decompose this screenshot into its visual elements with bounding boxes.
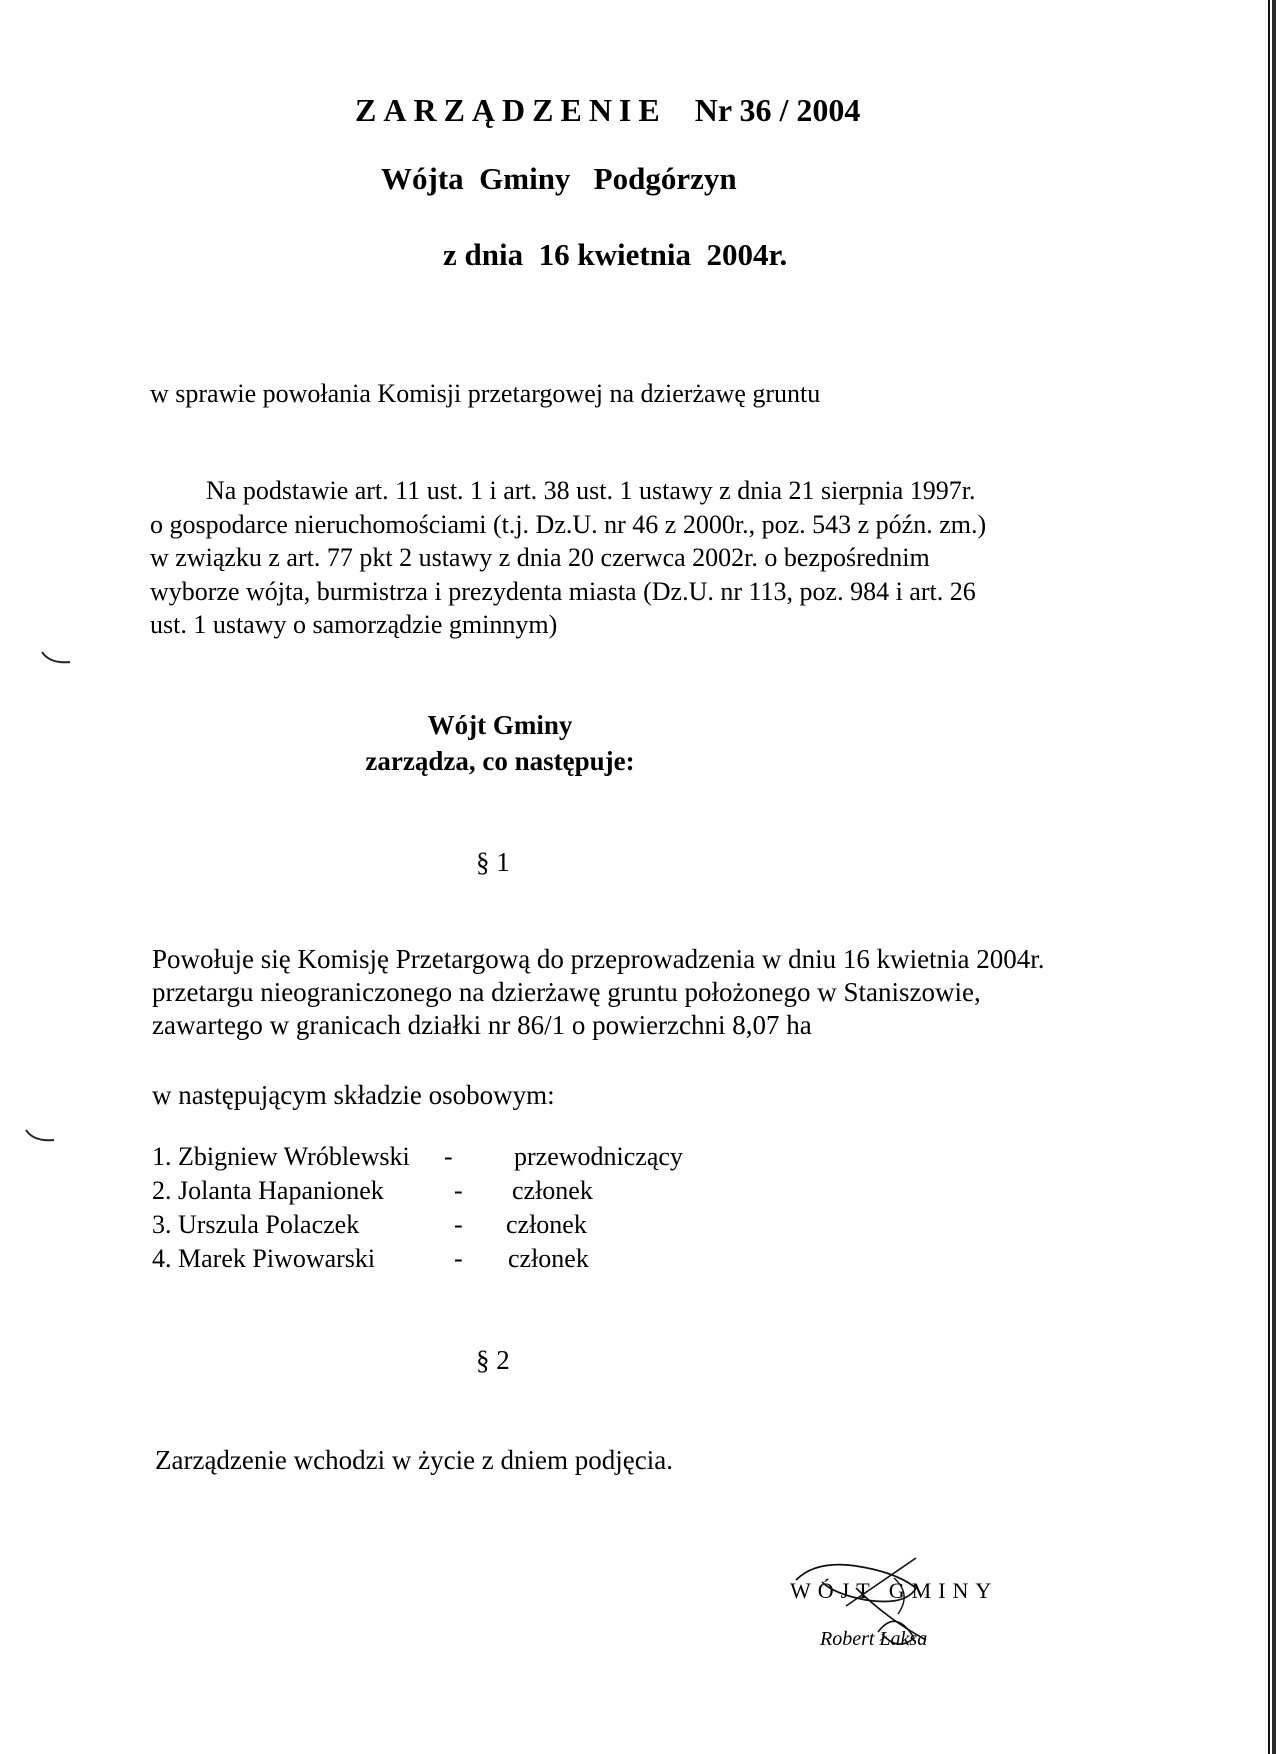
title-number: Nr 36 / 2004	[694, 92, 861, 128]
member-name: 3. Urszula Polaczek	[152, 1210, 360, 1239]
member-role: członek	[506, 1210, 587, 1239]
section-1-line: przetargu nieograniczonego na dzierżawę gruntu położonego w Staniszowie,	[152, 977, 981, 1007]
stamp-name: Robert Łaksa	[820, 1628, 928, 1650]
member-dash: -	[454, 1176, 463, 1205]
legal-basis-line: wyborze wójta, burmistrza i prezydenta miasta (Dz.U. nr 113, poz. 984 i art. 26	[150, 576, 976, 606]
section-2-body: Zarządzenie wchodzi w życie z dniem podjęcia.	[155, 1445, 673, 1475]
member-name: 1. Zbigniew Wróblewski	[152, 1142, 410, 1171]
section-1-line: zawartego w granicach działki nr 86/1 o powierzchni 8,07 ha	[152, 1010, 812, 1040]
subject-line: w sprawie powołania Komisji przetargowej na dzierżawę gruntu	[150, 379, 821, 408]
decree-line-2: zarządza, co następuje:	[365, 746, 635, 776]
issuer-line: Wójta Gminy Podgórzyn	[381, 161, 737, 196]
member-dash: -	[444, 1142, 453, 1171]
decree-line-1: Wójt Gminy	[427, 710, 573, 740]
legal-basis-line: ust. 1 ustawy o samorządzie gminnym)	[150, 610, 558, 639]
legal-basis-line: Na podstawie art. 11 ust. 1 i art. 38 ust. 1 ustawy z dnia 21 sierpnia 1997r.	[206, 476, 976, 505]
legal-basis-line: w związku z art. 77 pkt 2 ustawy z dnia 20 czerwca 2002r. o bezpośrednim	[150, 543, 930, 572]
stamp-title: WÓJT GMINY	[790, 1578, 999, 1603]
member-dash: -	[454, 1244, 463, 1273]
legal-basis-line: o gospodarce nieruchomościami (t.j. Dz.U. nr 46 z 2000r., poz. 543 z późn. zm.)	[150, 509, 987, 539]
punch-mark	[40, 650, 74, 666]
member-name: 2. Jolanta Hapanionek	[152, 1176, 384, 1205]
member-dash: -	[454, 1210, 463, 1239]
member-name: 4. Marek Piwowarski	[152, 1244, 376, 1273]
section-1-body	[152, 943, 1045, 1042]
date-line: z dnia 16 kwietnia 2004r.	[443, 237, 788, 272]
document-title	[355, 92, 860, 129]
punch-mark	[24, 1128, 58, 1144]
member-role: członek	[512, 1176, 593, 1205]
title-word: ZARZĄDZENIE	[355, 92, 667, 128]
member-role: członek	[508, 1244, 589, 1273]
section-1-line: Powołuje się Komisję Przetargową do przeprowadzenia w dniu 16 kwietnia 2004r.	[152, 944, 1045, 974]
signature	[786, 1548, 1006, 1668]
section-1-mark: § 1	[476, 847, 510, 877]
member-role: przewodniczący	[514, 1142, 683, 1171]
scan-edge	[1268, 0, 1270, 1754]
official-stamp	[786, 1548, 1006, 1668]
legal-basis	[150, 474, 1080, 642]
section-2-mark: § 2	[476, 1345, 510, 1375]
composition-intro: w następującym składzie osobowym:	[152, 1080, 555, 1110]
scan-edge-shadow	[1272, 0, 1276, 1754]
